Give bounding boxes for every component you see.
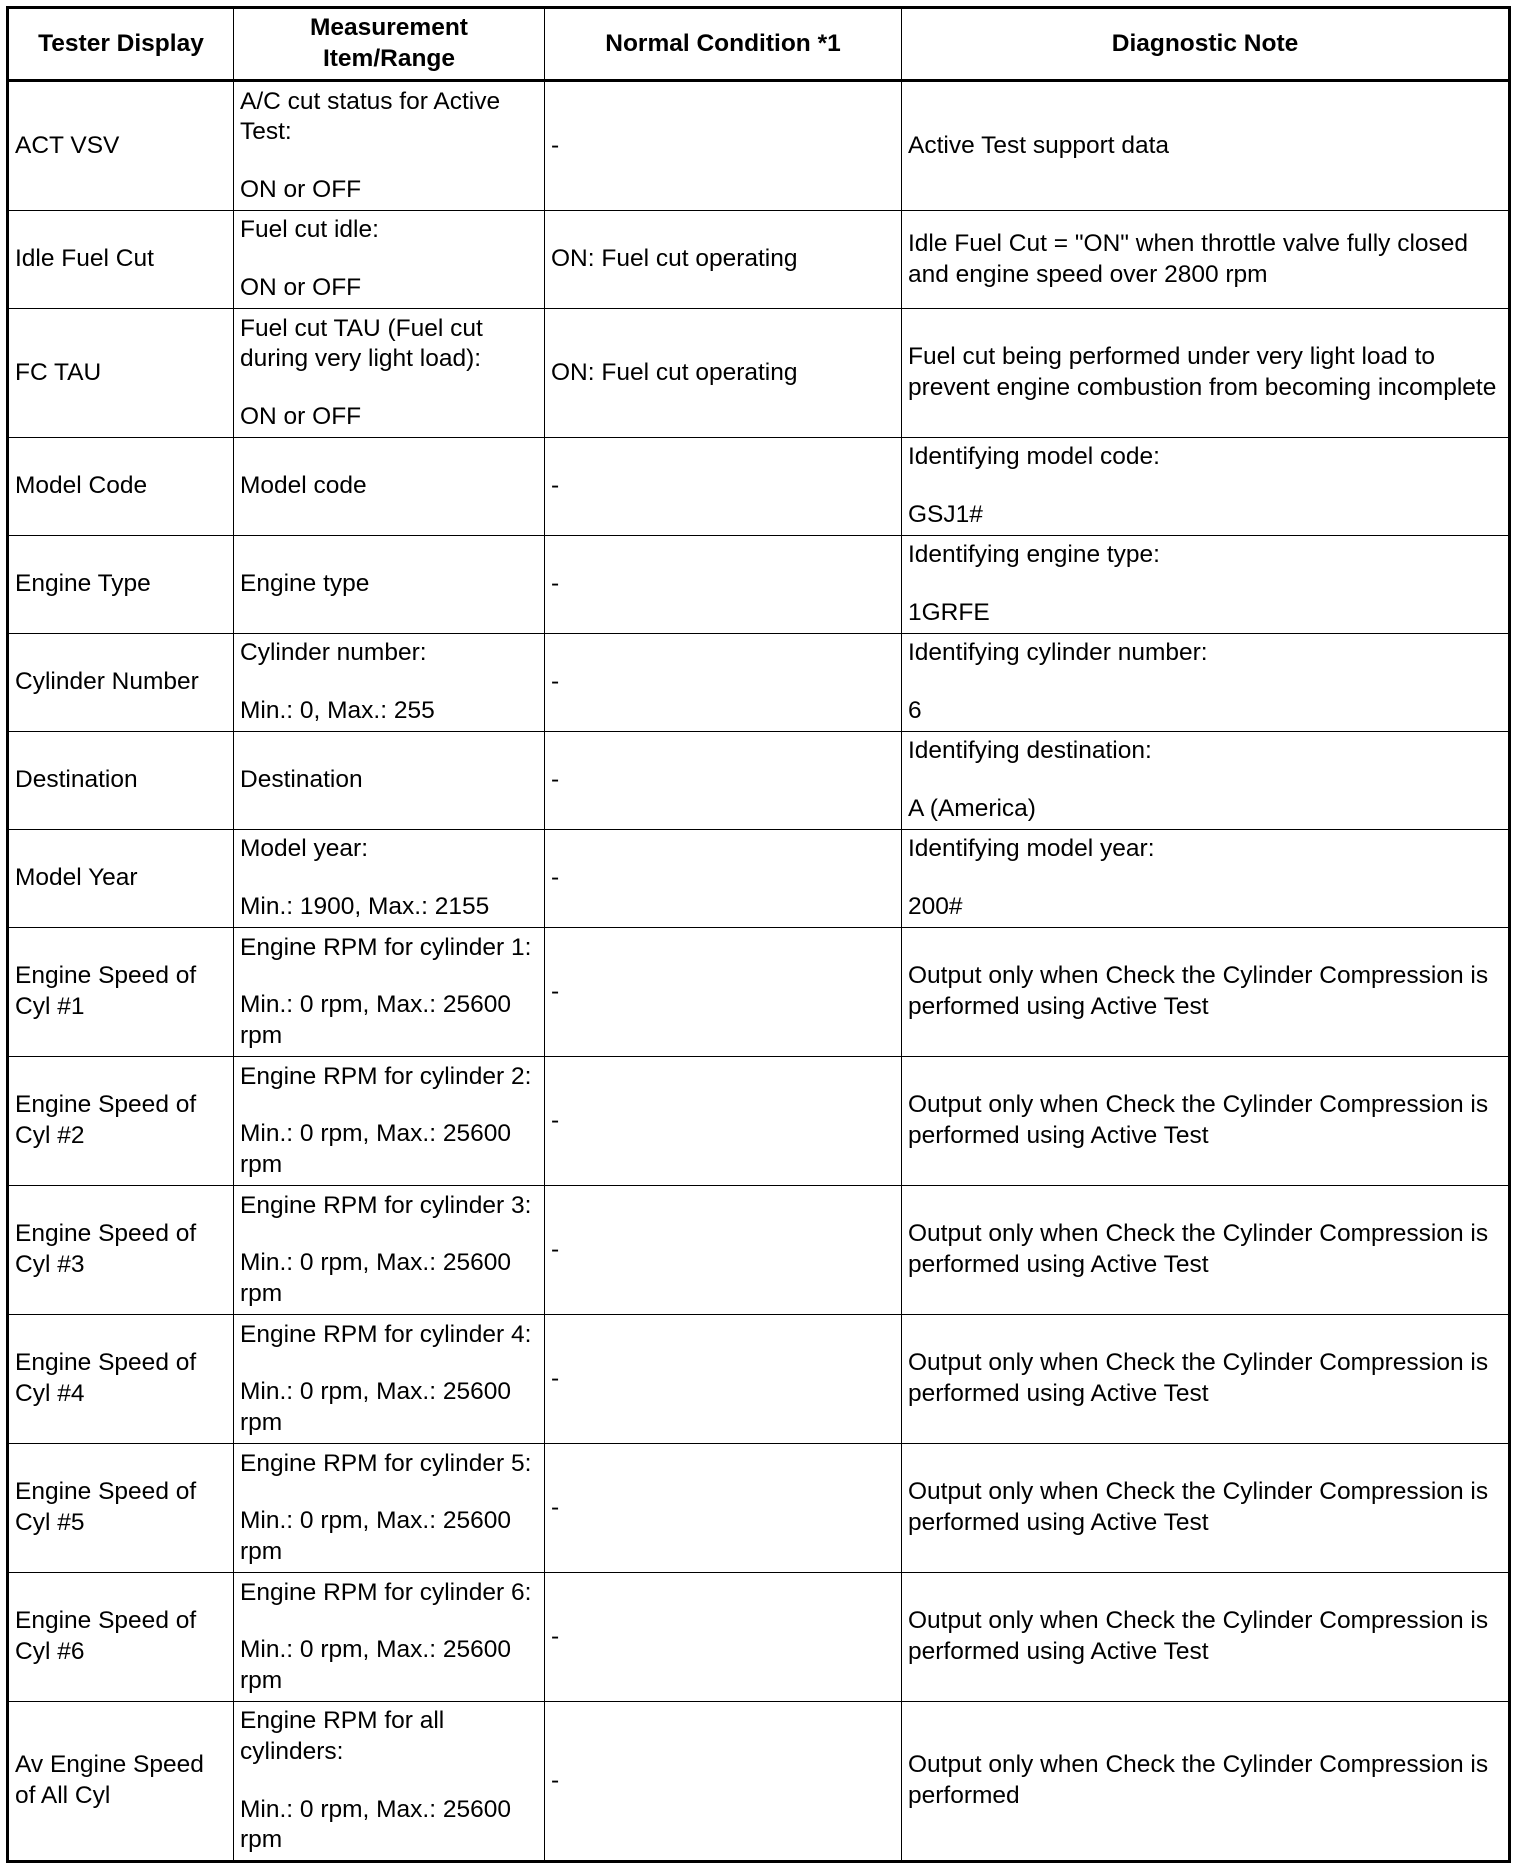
tester-display-cell: Idle Fuel Cut xyxy=(8,211,234,309)
table-row xyxy=(8,1573,1510,1702)
range-line: Engine RPM for cylinder 3: xyxy=(240,1191,532,1219)
note-line: Idle Fuel Cut = "ON" when throttle valve fully closed and engine speed over 2800 rpm xyxy=(908,229,1469,288)
measurement-range-cell xyxy=(234,1702,545,1862)
range-line: Engine RPM for cylinder 6: xyxy=(240,1578,532,1606)
normal-condition-cell: - xyxy=(545,81,902,211)
table-row xyxy=(8,1315,1510,1444)
measurement-range-cell xyxy=(234,1186,545,1315)
note-line: 6 xyxy=(908,697,922,724)
measurement-range-cell xyxy=(234,732,545,830)
header-measurement-line2: Item/Range xyxy=(322,45,456,72)
measurement-range-cell xyxy=(234,928,545,1057)
table-row xyxy=(8,830,1510,928)
range-line: A/C cut status for Active Test: xyxy=(240,87,501,146)
table-row xyxy=(8,211,1510,309)
diagnostic-note-cell xyxy=(902,1186,1510,1315)
note-line: GSJ1# xyxy=(908,501,983,528)
note-line: Identifying model code: xyxy=(908,443,1160,471)
note-line: Output only when Check the Cylinder Compression is performed using Active Test xyxy=(908,1607,1489,1665)
note-line: Identifying model year: xyxy=(908,835,1155,863)
note-line: 1GRFE xyxy=(908,599,990,626)
measurement-range-cell xyxy=(234,1444,545,1573)
table-row xyxy=(8,536,1510,634)
normal-condition-cell: - xyxy=(545,634,902,732)
range-line: Min.: 0 rpm, Max.: 25600 rpm xyxy=(240,1636,511,1694)
tester-display-cell: Engine Speed of Cyl #2 xyxy=(8,1057,234,1186)
note-line: Active Test support data xyxy=(908,131,1170,159)
header-tester-display: Tester Display xyxy=(8,8,234,81)
diagnostic-note-cell xyxy=(902,1573,1510,1702)
measurement-range-cell xyxy=(234,1573,545,1702)
header-normal-condition: Normal Condition *1 xyxy=(545,8,902,81)
range-line: Engine RPM for cylinder 2: xyxy=(240,1062,532,1090)
range-line: Cylinder number: xyxy=(240,639,427,667)
normal-condition-cell: - xyxy=(545,830,902,928)
measurement-range-cell xyxy=(234,438,545,536)
measurement-range-cell xyxy=(234,830,545,928)
range-line: Min.: 0 rpm, Max.: 25600 rpm xyxy=(240,1249,511,1307)
tester-display-cell: Engine Speed of Cyl #5 xyxy=(8,1444,234,1573)
normal-condition-cell: - xyxy=(545,1444,902,1573)
table-row xyxy=(8,81,1510,211)
table-header-row xyxy=(8,8,1510,81)
tester-display-cell: Model Year xyxy=(8,830,234,928)
normal-condition-cell: ON: Fuel cut operating xyxy=(545,211,902,309)
note-line: Fuel cut being performed under very light load to prevent engine combustion from becoming incomplete xyxy=(908,343,1497,401)
normal-condition-cell: - xyxy=(545,1315,902,1444)
table-row xyxy=(8,1057,1510,1186)
note-line: Output only when Check the Cylinder Compression is performed using Active Test xyxy=(908,1091,1489,1149)
tester-display-cell: FC TAU xyxy=(8,309,234,438)
diagnostic-note-cell xyxy=(902,309,1510,438)
tester-display-cell: Cylinder Number xyxy=(8,634,234,732)
table-row xyxy=(8,1186,1510,1315)
range-line: Min.: 0 rpm, Max.: 25600 rpm xyxy=(240,1507,511,1565)
range-line: ON or OFF xyxy=(240,274,362,301)
diagnostic-data-table xyxy=(6,6,1511,1863)
diagnostic-note-cell xyxy=(902,438,1510,536)
diagnostic-note-cell xyxy=(902,732,1510,830)
normal-condition-cell: - xyxy=(545,732,902,830)
note-line: Identifying destination: xyxy=(908,737,1152,765)
range-line: ON or OFF xyxy=(240,175,362,203)
normal-condition-cell: ON: Fuel cut operating xyxy=(545,309,902,438)
tester-display-cell: Engine Speed of Cyl #6 xyxy=(8,1573,234,1702)
table-row xyxy=(8,438,1510,536)
diagnostic-note-cell xyxy=(902,928,1510,1057)
note-line: Output only when Check the Cylinder Compression is performed xyxy=(908,1751,1489,1809)
table-row xyxy=(8,732,1510,830)
note-line: A (America) xyxy=(908,795,1036,822)
measurement-range-cell xyxy=(234,1315,545,1444)
table-row xyxy=(8,1444,1510,1573)
diagnostic-note-cell xyxy=(902,1057,1510,1186)
range-line: Min.: 0, Max.: 255 xyxy=(240,697,435,724)
tester-display-cell: Engine Type xyxy=(8,536,234,634)
header-diagnostic-note: Diagnostic Note xyxy=(902,8,1510,81)
measurement-range-cell xyxy=(234,1057,545,1186)
measurement-range-cell xyxy=(234,211,545,309)
diagnostic-note-cell xyxy=(902,536,1510,634)
diagnostic-note-cell xyxy=(902,634,1510,732)
diagnostic-note-cell xyxy=(902,1315,1510,1444)
range-line: Fuel cut idle: xyxy=(240,216,379,244)
range-line: ON or OFF xyxy=(240,402,362,430)
normal-condition-cell: - xyxy=(545,438,902,536)
range-line: Engine RPM for cylinder 1: xyxy=(240,933,532,961)
table-row xyxy=(8,634,1510,732)
header-measurement-item-range xyxy=(234,8,545,81)
normal-condition-cell: - xyxy=(545,536,902,634)
range-line: Destination xyxy=(240,766,363,794)
tester-display-cell: Engine Speed of Cyl #1 xyxy=(8,928,234,1057)
tester-display-cell: Model Code xyxy=(8,438,234,536)
diagnostic-note-cell xyxy=(902,81,1510,211)
diagnostic-note-cell xyxy=(902,1444,1510,1573)
range-line: Fuel cut TAU (Fuel cut during very light load): xyxy=(240,314,483,373)
range-line: Min.: 0 rpm, Max.: 25600 rpm xyxy=(240,1795,511,1854)
diagnostic-note-cell xyxy=(902,1702,1510,1862)
normal-condition-cell: - xyxy=(545,928,902,1057)
range-line: Min.: 0 rpm, Max.: 25600 rpm xyxy=(240,1120,511,1178)
diagnostic-note-cell xyxy=(902,830,1510,928)
diagnostic-note-cell xyxy=(902,211,1510,309)
tester-display-cell: Engine Speed of Cyl #3 xyxy=(8,1186,234,1315)
note-line: Output only when Check the Cylinder Compression is performed using Active Test xyxy=(908,1478,1489,1536)
note-line: Identifying cylinder number: xyxy=(908,639,1208,667)
note-line: Output only when Check the Cylinder Compression is performed using Active Test xyxy=(908,962,1489,1020)
range-line: Min.: 0 rpm, Max.: 25600 rpm xyxy=(240,1378,511,1436)
tester-display-cell: Av Engine Speed of All Cyl xyxy=(8,1702,234,1862)
tester-display-cell: ACT VSV xyxy=(8,81,234,211)
measurement-range-cell xyxy=(234,536,545,634)
note-line: Identifying engine type: xyxy=(908,541,1160,569)
note-line: Output only when Check the Cylinder Compression is performed using Active Test xyxy=(908,1220,1489,1278)
range-line: Min.: 0 rpm, Max.: 25600 rpm xyxy=(240,991,511,1049)
normal-condition-cell: - xyxy=(545,1702,902,1862)
normal-condition-cell: - xyxy=(545,1057,902,1186)
range-line: Engine type xyxy=(240,570,370,598)
table-row xyxy=(8,928,1510,1057)
range-line: Model year: xyxy=(240,835,369,863)
normal-condition-cell: - xyxy=(545,1186,902,1315)
range-line: Min.: 1900, Max.: 2155 xyxy=(240,893,490,920)
measurement-range-cell xyxy=(234,634,545,732)
header-measurement-line1: Measurement xyxy=(310,14,468,42)
range-line: Engine RPM for cylinder 4: xyxy=(240,1320,532,1348)
note-line: 200# xyxy=(908,893,963,920)
normal-condition-cell: - xyxy=(545,1573,902,1702)
measurement-range-cell xyxy=(234,81,545,211)
table-row xyxy=(8,1702,1510,1862)
note-line: Output only when Check the Cylinder Compression is performed using Active Test xyxy=(908,1349,1489,1407)
tester-display-cell: Engine Speed of Cyl #4 xyxy=(8,1315,234,1444)
range-line: Engine RPM for cylinder 5: xyxy=(240,1449,532,1477)
table-row xyxy=(8,309,1510,438)
range-line: Engine RPM for all cylinders: xyxy=(240,1707,445,1765)
tester-display-cell: Destination xyxy=(8,732,234,830)
range-line: Model code xyxy=(240,472,367,500)
measurement-range-cell xyxy=(234,309,545,438)
